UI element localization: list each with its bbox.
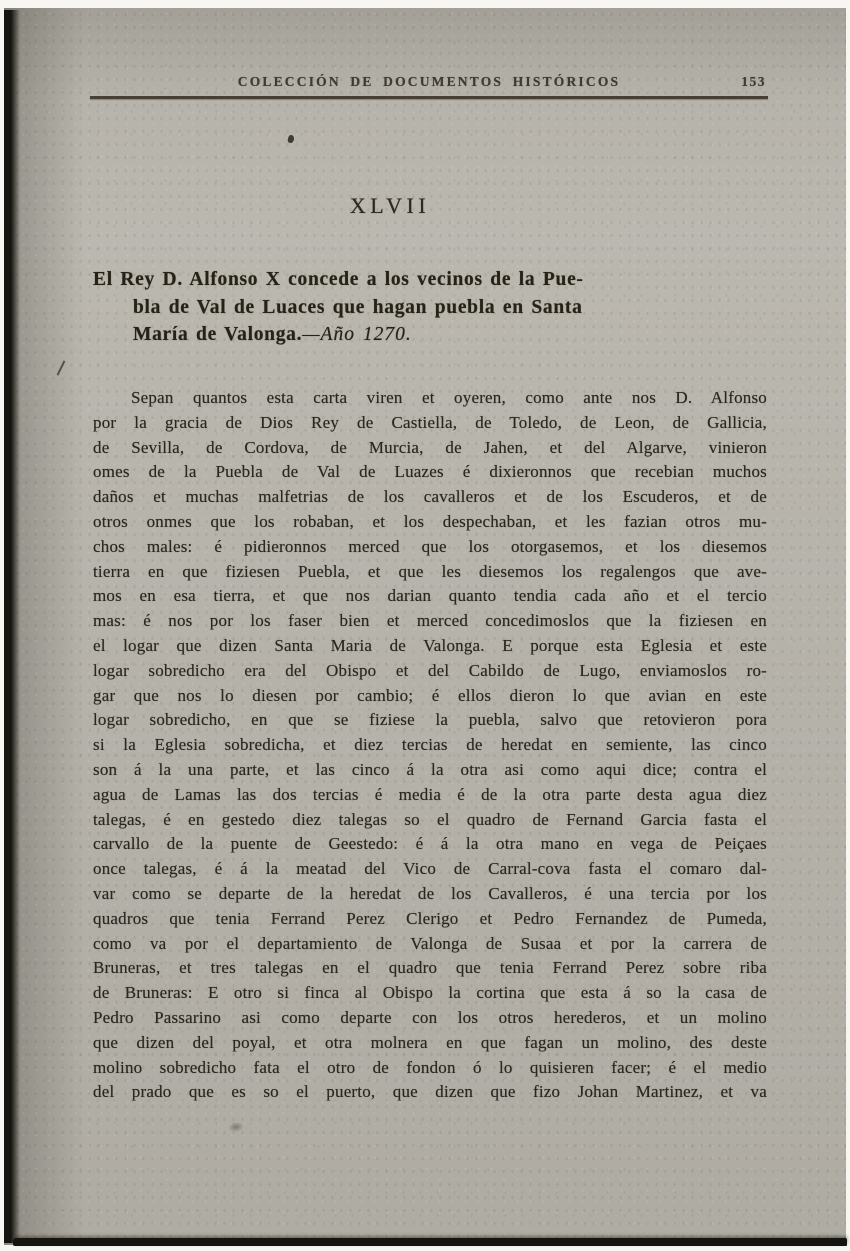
text-line: Pedro Passarino asi como departe con los otros herederos, et un molino: [93, 1007, 767, 1027]
text-line: logar sobredicho era del Obispo et del Cabildo de Lugo, enviamoslos ro-: [93, 660, 767, 680]
text-line: otros onmes que los robaban, et los despechaban, et les fazian otros mu-: [93, 511, 767, 531]
text-line: carvallo de la puente de Geestedo: é á la otra mano en vega de Peiçaes: [93, 834, 767, 854]
text-line: logar sobredicho, en que se fiziese la puebla, salvo que retovieron pora: [93, 710, 767, 730]
page-edge-bottom: [13, 1238, 847, 1246]
title-line-main: María de Valonga.: [133, 324, 303, 345]
text-line: talegas, é en gestedo diez talegas so el quadro de Fernand Garcia fasta el: [93, 809, 767, 829]
text-line: var como se departe de la heredat de los Cavalleros, é una tercia por los: [93, 883, 767, 903]
text-line: son á la una parte, et las cinco á la otra asi como aqui dice; contra el: [93, 759, 767, 779]
text-line: daños et muchas malfetrias de los cavalleros et de los Escuderos, et de: [93, 487, 767, 507]
text-line: quadros que tenia Ferrand Perez Clerigo et Pedro Fernandez de Pumeda,: [93, 908, 767, 928]
text-line: tierra en que fiziesen Puebla, et que les diesemos los regalengos que ave-: [93, 561, 767, 581]
title-line: [93, 321, 771, 349]
text-line: mos en esa tierra, et que nos darian quanto tendia cada año et el tercio: [93, 586, 767, 606]
body-paragraph: [93, 386, 767, 1105]
page-number: 153: [741, 74, 766, 89]
running-header-title: COLECCIÓN DE DOCUMENTOS HISTÓRICOS: [237, 74, 621, 89]
title-line: bla de Val de Luaces que hagan puebla en Santa: [133, 296, 583, 318]
text-line: gar que nos lo diesen por cambio; é ellos dieron lo que avian en este: [93, 685, 767, 705]
text-line: once talegas, é á la meatad del Vico de Carral-cova fasta el comaro dal-: [93, 859, 767, 879]
text-line: agua de Lamas las dos tercias é media é de la otra parte desta agua diez: [93, 784, 767, 804]
text-line: chos males: é pidieronnos merced que los otorgasemos, et los diesemos: [93, 536, 767, 556]
title-line: El Rey D. Alfonso X concede a los vecinos de la Pue-: [93, 269, 584, 290]
text-line: del prado que es so el puerto, que dizen que fizo Johan Martinez, et va: [93, 1082, 767, 1102]
text-line: de Bruneras: E otro si finca al Obispo la cortina que esta á so la casa de: [93, 983, 767, 1003]
text-line: como va por el departamiento de Valonga de Susaa et por la carrera de: [93, 933, 767, 953]
section-number: XLVII: [349, 193, 431, 218]
binding-edge-left: [4, 10, 20, 1243]
text-line: omes de la Puebla de Val de Luazes é dixieronnos que recebian muchos: [93, 462, 767, 482]
text-line: mas: é nos por los faser bien et merced concedimoslos que la fiziesen en: [93, 611, 767, 631]
text-line: que dizen del poyal, et otra molnera en que fagan un molino, des deste: [93, 1032, 767, 1052]
text-line: de Sevilla, de Cordova, de Murcia, de Jahen, et del Algarve, vinieron: [93, 437, 767, 457]
text-line: el logar que dizen Santa Maria de Valonga. E porque esta Eglesia et este: [93, 635, 767, 655]
text-line: por la gracia de Dios Rey de Castiella, de Toledo, de Leon, de Gallicia,: [93, 412, 767, 432]
text-line: Bruneras, et tres talegas en el quadro que tenia Ferrand Perez sobre riba: [93, 958, 767, 978]
title-date: —Año 1270.: [302, 324, 412, 345]
text-line: Sepan quantos esta carta viren et oyeren, como ante nos D. Alfonso: [131, 388, 767, 407]
header-rule: [90, 96, 768, 99]
text-line: molino sobredicho fata el otro de fondon ó lo quisieren facer; é el medio: [93, 1057, 767, 1077]
document-title: [93, 266, 771, 349]
text-line: si la Eglesia sobredicha, et diez tercias de heredat en semiente, las cinco: [93, 735, 767, 755]
running-header-block: [90, 74, 768, 99]
